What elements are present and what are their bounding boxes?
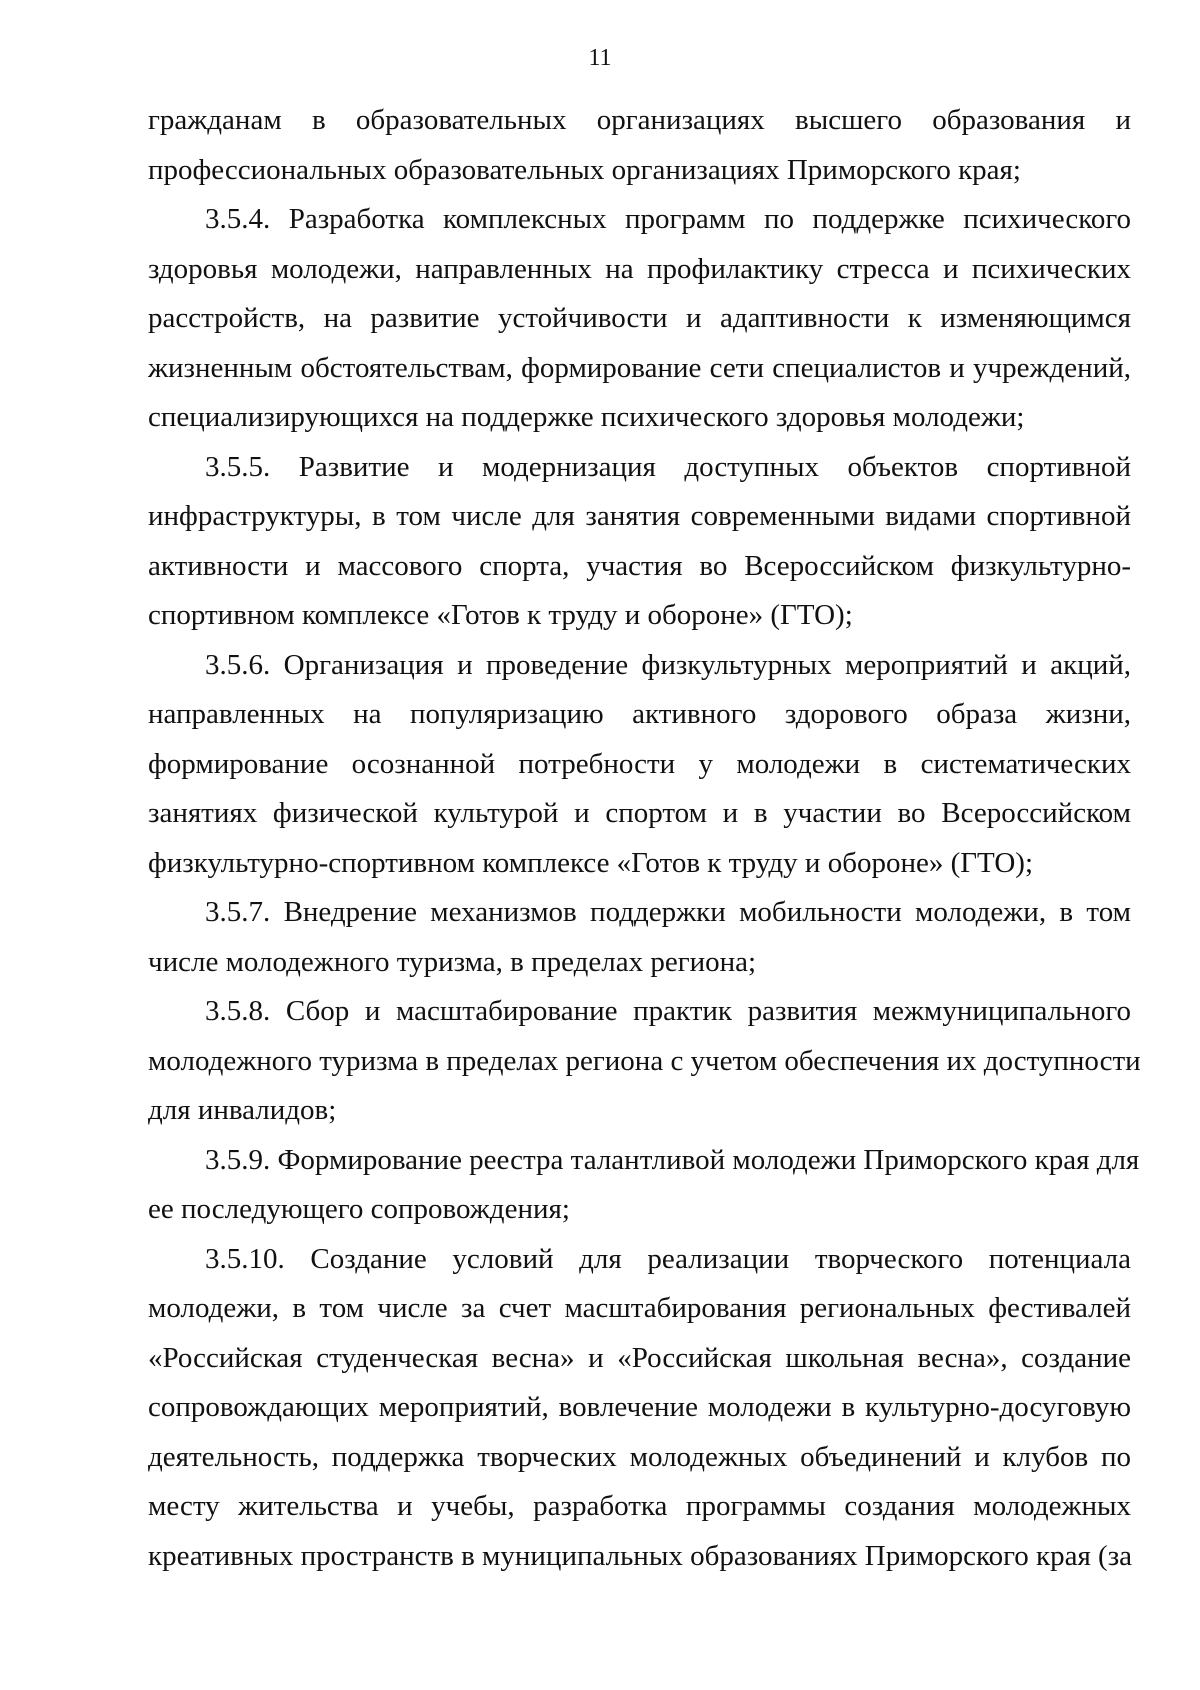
text-line: 3.5.7. Внедрение механизмов поддержки мобильности молодежи, в том xyxy=(205,896,1131,928)
text-line: профессиональных образовательных организациях Приморского края; xyxy=(148,153,1021,186)
paragraph-3-5-9 xyxy=(148,1136,1140,1235)
text-line: ее последующего сопровождения; xyxy=(148,1193,570,1225)
text-line: здоровья молодежи, направленных на профилактику стресса и психических xyxy=(148,252,1131,285)
text-line: 3.5.10. Создание условий для реализации творческого потенциала xyxy=(205,1242,1131,1275)
text-line: гражданам в образовательных организациях высшего образования и xyxy=(148,104,1131,136)
text-line: направленных на популяризацию активного здорового образа жизни, xyxy=(148,698,1131,730)
text-line: формирование осознанной потребности у молодежи в систематических xyxy=(148,747,1131,780)
text-line: активности и массового спорта, участия во Всероссийском физкультурно- xyxy=(148,549,1131,582)
text-line: физкультурно-спортивном комплексе «Готов к труду и обороне» (ГТО); xyxy=(148,846,1033,879)
document-body xyxy=(148,96,1141,1581)
paragraph-3-5-10 xyxy=(148,1235,1131,1582)
text-line: 3.5.5. Развитие и модернизация доступных объектов спортивной xyxy=(205,450,1131,483)
text-line: расстройств, на развитие устойчивости и адаптивности к изменяющимся xyxy=(148,302,1131,334)
text-line: 3.5.8. Сбор и масштабирование практик развития межмуниципального xyxy=(205,995,1131,1027)
paragraph-3-5-4 xyxy=(148,195,1131,443)
paragraph-3-5-3-continuation xyxy=(148,96,1131,195)
text-line: месту жительства и учебы, разработка программы создания молодежных xyxy=(148,1490,1131,1522)
text-line: молодежи, в том числе за счет масштабирования региональных фестивалей xyxy=(148,1292,1131,1324)
text-line: 3.5.4. Разработка комплексных программ по поддержке психического xyxy=(205,203,1131,235)
text-line: жизненным обстоятельствам, формирование сети специалистов и учреждений, xyxy=(148,351,1131,384)
paragraph-3-5-5 xyxy=(148,443,1131,641)
page-number: 11 xyxy=(588,45,612,71)
text-line: инфраструктуры, в том числе для занятия современными видами спортивной xyxy=(148,500,1131,532)
paragraph-3-5-7 xyxy=(148,888,1131,987)
paragraph-3-5-6 xyxy=(148,641,1131,889)
text-line: креативных пространств в муниципальных образованиях Приморского края (за xyxy=(148,1539,1133,1572)
text-line: числе молодежного туризма, в пределах региона; xyxy=(148,945,757,978)
text-line: «Российская студенческая весна» и «Российская школьная весна», создание xyxy=(148,1341,1131,1374)
text-line: спортивном комплексе «Готов к труду и обороне» (ГТО); xyxy=(148,599,853,631)
text-line: специализирующихся на поддержке психического здоровья молодежи; xyxy=(148,401,1025,433)
text-line: 3.5.6. Организация и проведение физкультурных мероприятий и акций, xyxy=(205,648,1131,681)
text-line: деятельность, поддержка творческих молодежных объединений и клубов по xyxy=(148,1440,1131,1473)
text-line: сопровождающих мероприятий, вовлечение молодежи в культурно-досуговую xyxy=(148,1391,1131,1423)
text-line: 3.5.9. Формирование реестра талантливой молодежи Приморского края для xyxy=(205,1143,1140,1176)
text-line: для инвалидов; xyxy=(148,1094,337,1126)
text-line: молодежного туризма в пределах региона с учетом обеспечения их доступности xyxy=(148,1044,1141,1077)
text-line: занятиях физической культурой и спортом и в участии во Всероссийском xyxy=(148,797,1131,829)
paragraph-3-5-8 xyxy=(148,987,1141,1136)
